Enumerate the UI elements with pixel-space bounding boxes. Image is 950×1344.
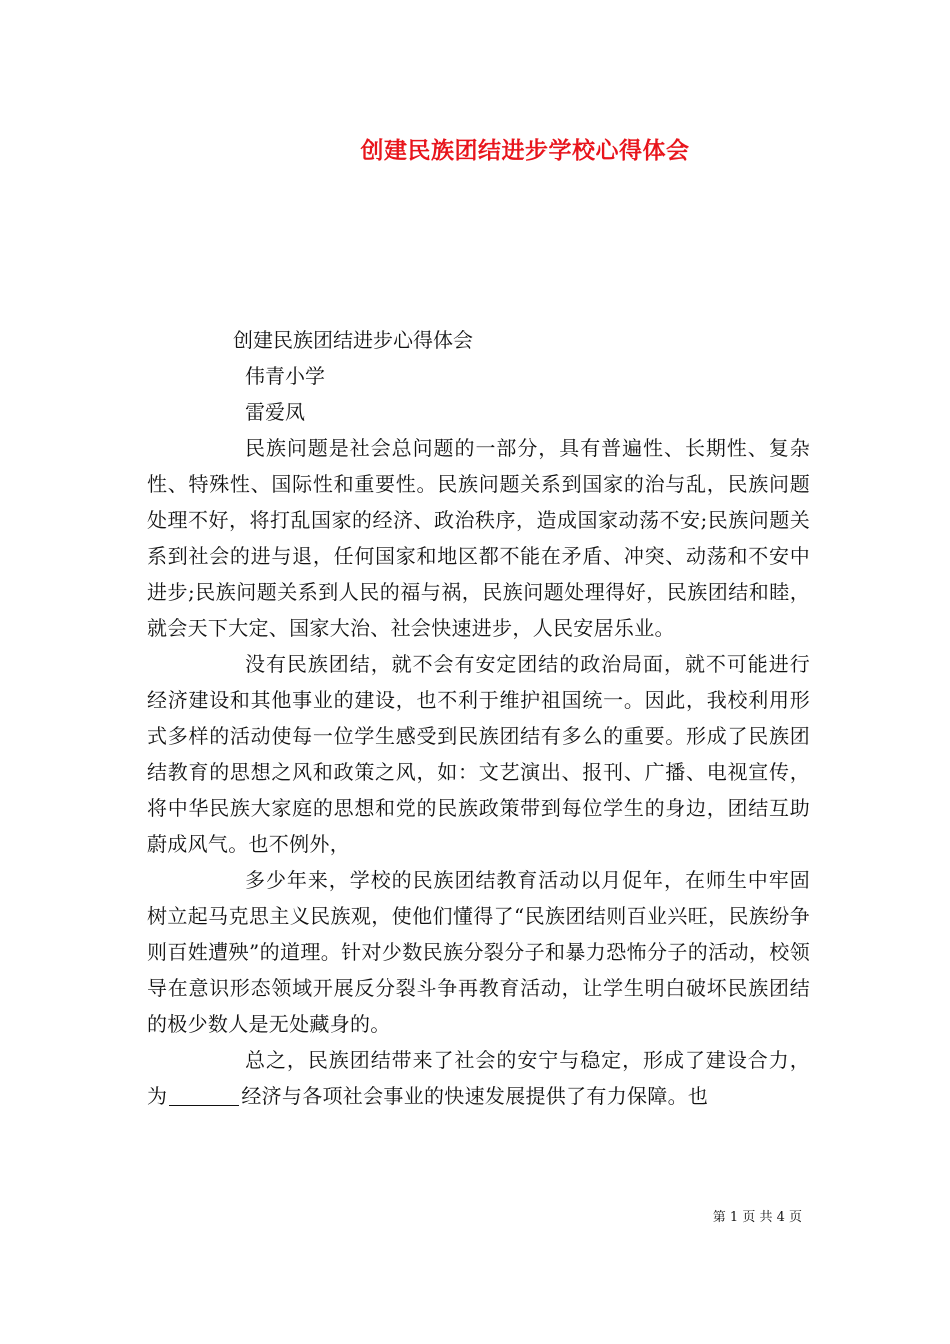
author-name: 雷爱凤 [245,400,305,424]
page-number: 第 1 页 共 4 页 [712,1210,802,1225]
paragraph-3: 多少年来，学校的民族团结教育活动以月促年，在师生中牢固树立起马克思主义民族观，使他们懂得了“民族团结则百业兴旺，民族纷争则百姓遭殃”的道理。针对少数民族分裂分子和暴力恐怖分子的活动，校领导在意识形态领域开展反分裂斗争再教育活动，让学生明白破坏民族团结的极少数人是无处藏身的。 [147,868,810,1036]
paragraph-4 [147,1042,810,1114]
paragraph-2: 没有民族团结，就不会有安定团结的政治局面，就不可能进行经济建设和其他事业的建设，也不利于维护祖国统一。因此，我校利用形式多样的活动使每一位学生感受到民族团结有多么的重要。形成了民族团结教育的思想之风和政策之风，如：文艺演出、报刊、广播、电视宣传，将中华民族大家庭的思想和党的民族政策带到每位学生的身边，团结互助蔚成风气。也不例外， [147,652,810,856]
essay-heading: 创建民族团结进步心得体会 [233,328,473,352]
school-name: 伟青小学 [245,364,325,388]
paragraph-1: 民族问题是社会总问题的一部分，具有普遍性、长期性、复杂性、特殊性、国际性和重要性。民族问题关系到国家的治与乱，民族问题处理不好，将打乱国家的经济、政治秩序，造成国家动荡不安;民族问题关系到社会的进与退，任何国家和地区都不能在矛盾、冲突、动荡和不安中进步;民族问题关系到人民的福与祸，民族问题处理得好，民族团结和睦，就会天下大定、国家大治、社会快速进步，人民安居乐业。 [147,436,810,640]
fill-in-blank [169,1085,239,1106]
paragraph-4-start: 总之，民族团结带来了社会的安宁与稳定，形成了建设合力，为 [147,1048,810,1108]
document-title: 创建民族团结进步学校心得体会 [360,137,690,164]
document-body [147,322,810,1114]
paragraph-4-end: 经济与各项社会事业的快速发展提供了有力保障。也 [241,1084,709,1108]
